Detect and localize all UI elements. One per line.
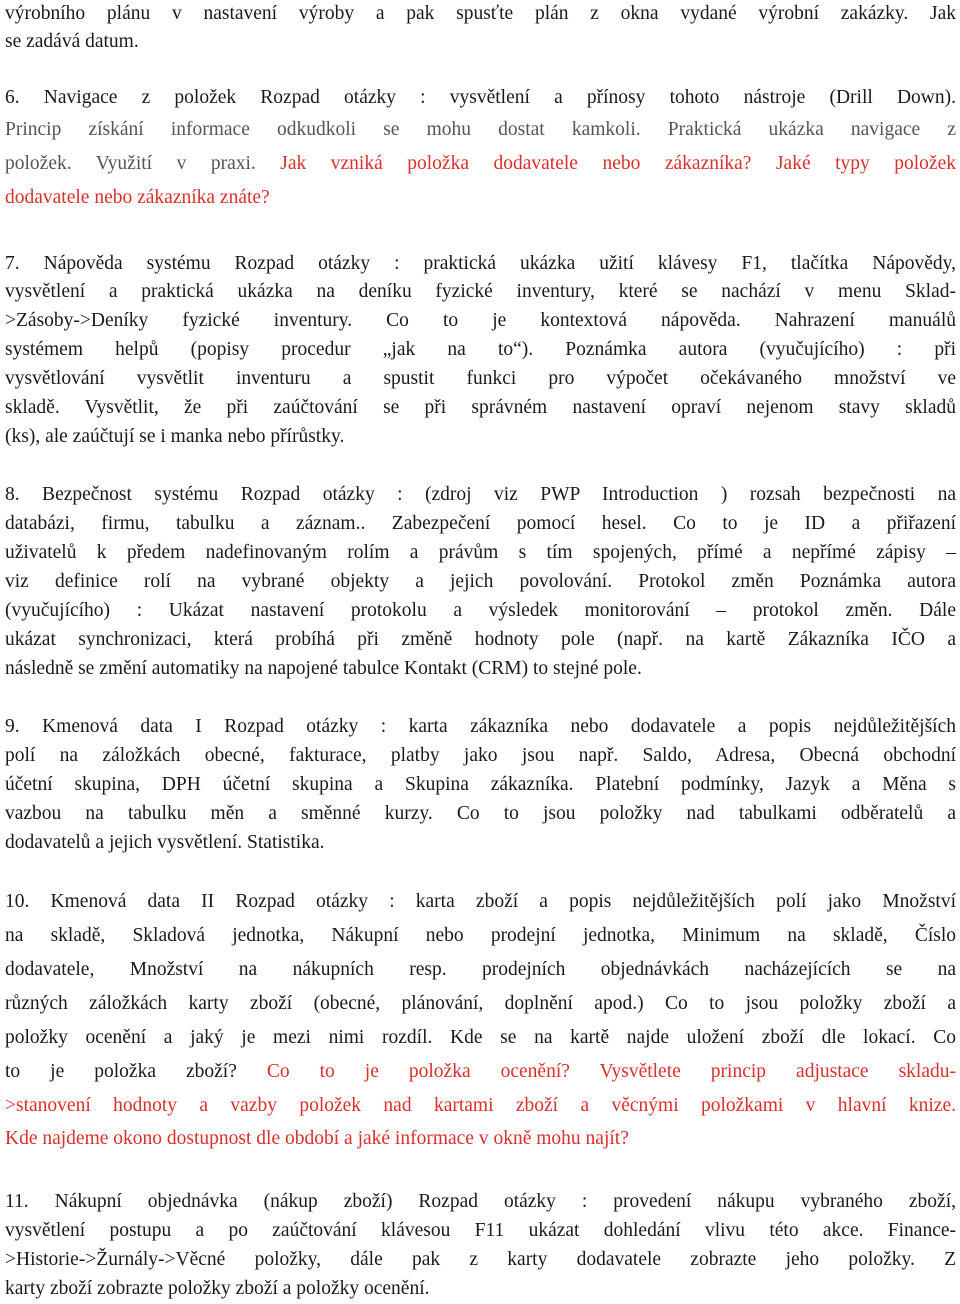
text-line — [5, 657, 642, 681]
text-line — [5, 958, 956, 982]
text-segment: systémem helpů (popisy procedur „jak na to“). Poznámka autora (vyučujícího) : při — [5, 339, 956, 360]
highlighted-question-text: Co to je položka ocenění? Vysvětlete princip adjustace skladu- — [266, 1061, 956, 1082]
text-segment: na skladě, Skladová jednotka, Nákupní nebo prodejní jednotka, Minimum na skladě, Číslo — [5, 925, 956, 946]
text-line — [5, 30, 139, 54]
text-segment: vysvětlení postupu a po zaúčtování klávesou F11 ukázat dohledání vlivu této akce. Finance- — [5, 1220, 956, 1241]
text-segment: to je položka zboží? — [5, 1061, 267, 1082]
text-segment: 6. Navigace z položek Rozpad otázky : vysvětlení a přínosy tohoto nástroje (Drill Down). — [5, 87, 956, 108]
text-line — [5, 1026, 956, 1050]
text-line — [5, 425, 344, 449]
text-line — [5, 1094, 956, 1118]
text-segment: různých záložkách karty zboží (obecné, plánování, doplnění apod.) Co to jsou položky zboží a — [5, 993, 956, 1014]
text-segment: dodavatele, Množství na nákupních resp. prodejních objednávkách nacházejících se na — [5, 959, 956, 980]
text-line — [5, 252, 956, 276]
text-line — [5, 2, 956, 26]
text-line — [5, 773, 956, 797]
highlighted-question-text: Jak vzniká položka dodavatele nebo zákazníka? Jaké typy položek — [280, 153, 956, 174]
text-line — [5, 367, 956, 391]
text-line — [5, 992, 956, 1016]
text-segment: výrobního plánu v nastavení výroby a pak spusťte plán z okna vydané výrobní zakázky. Jak — [5, 3, 956, 24]
text-line — [5, 1277, 430, 1301]
text-segment: vazbou na tabulku měn a směnné kurzy. Co to jsou položky nad tabulkami odběratelů a — [5, 803, 956, 824]
text-line — [5, 483, 956, 507]
text-segment: 11. Nákupní objednávka (nákup zboží) Rozpad otázky : provedení nákupu vybraného zboží, — [5, 1191, 956, 1212]
text-line — [5, 541, 956, 565]
text-line — [5, 512, 956, 536]
text-line — [5, 628, 956, 652]
text-line — [5, 1248, 956, 1272]
highlighted-question-text: dodavatele nebo zákazníka znáte? — [5, 187, 270, 208]
text-line — [5, 309, 956, 333]
text-line — [5, 186, 270, 210]
text-line — [5, 118, 956, 142]
text-segment: 7. Nápověda systému Rozpad otázky : praktická ukázka užití klávesy F1, tlačítka Nápovědy, — [5, 253, 956, 274]
text-segment: ukázat synchronizaci, která probíhá při změně hodnoty pole (např. na kartě Zákazníka IČO a — [5, 629, 956, 650]
text-line — [5, 831, 325, 855]
text-segment: vysvětlování vysvětlit inventuru a spustit funkci pro výpočet očekávaného množství ve — [5, 368, 956, 389]
text-segment: viz definice rolí na vybrané objekty a jejich povolování. Protokol změn Poznámka autora — [5, 571, 956, 592]
text-line — [5, 744, 956, 768]
text-line — [5, 280, 956, 304]
text-line — [5, 152, 956, 176]
text-segment: položky ocenění a jaký je mezi nimi rozdíl. Kde se na kartě najde uložení zboží dle lokací. Co — [5, 1027, 956, 1048]
highlighted-question-text: Kde najdeme okono dostupnost dle období a jaké informace v okně mohu najít? — [5, 1128, 629, 1149]
text-segment: Princip získání informace odkudkoli se mohu dostat kamkoli. — [5, 119, 668, 140]
text-segment: dodavatelů a jejich vysvětlení. Statistika. — [5, 832, 325, 853]
text-line — [5, 802, 956, 826]
text-segment: polí na záložkách obecné, fakturace, platby jako jsou např. Saldo, Adresa, Obecná obchodní — [5, 745, 956, 766]
text-segment: (ks), ale zaúčtují se i manka nebo přírůstky. — [5, 426, 345, 447]
text-line — [5, 1060, 956, 1084]
text-line — [5, 1190, 956, 1214]
text-line — [5, 890, 956, 914]
text-line — [5, 715, 956, 739]
text-line — [5, 570, 956, 594]
text-line — [5, 338, 956, 362]
text-line — [5, 86, 956, 110]
text-segment: následně se změní automatiky na napojené tabulce Kontakt (CRM) to stejné pole. — [5, 658, 642, 679]
text-segment: skladě. Vysvětlit, že při zaúčtování se při správném nastavení opraví nejenom stavy skladů — [5, 397, 956, 418]
highlighted-question-text: >stanovení hodnoty a vazby položek nad kartami zboží a věcnými položkami v hlavní knize. — [5, 1095, 956, 1116]
text-segment: databázi, firmu, tabulku a záznam.. Zabezpečení pomocí hesel. Co to je ID a přiřazení — [5, 513, 956, 534]
text-segment: položek. Využití v praxi. — [5, 153, 281, 174]
text-segment: (vyučujícího) : Ukázat nastavení protokolu a výsledek monitorování – protokol změn. Dále — [5, 600, 956, 621]
text-segment: Praktická ukázka navigace z — [667, 119, 956, 140]
text-line — [5, 599, 956, 623]
text-line — [5, 924, 956, 948]
text-segment: vysvětlení a praktická ukázka na deníku fyzické inventury, které se nachází v menu Sklad- — [5, 281, 956, 302]
text-segment: karty zboží zobrazte položky zboží a položky ocenění. — [5, 1278, 430, 1299]
text-segment: účetní skupina, DPH účetní skupina a Skupina zákazníka. Platební podmínky, Jazyk a Měna s — [5, 774, 956, 795]
text-line — [5, 1127, 629, 1151]
text-segment: uživatelů k předem nadefinovaným rolím a právům s tím spojených, přímé a nepřímé zápisy – — [5, 542, 956, 563]
text-segment: 9. Kmenová data I Rozpad otázky : karta zákazníka nebo dodavatele a popis nejdůležitějších — [5, 716, 956, 737]
text-segment: >Historie->Žurnály->Věcné položky, dále pak z karty dodavatele zobrazte jeho položky. Z — [5, 1249, 956, 1270]
text-segment: se zadává datum. — [5, 31, 139, 52]
text-segment: >Zásoby->Deníky fyzické inventury. Co to je kontextová nápověda. Nahrazení manuálů — [5, 310, 956, 331]
text-segment: 8. Bezpečnost systému Rozpad otázky : (zdroj viz PWP Introduction ) rozsah bezpečnosti na — [5, 484, 956, 505]
text-segment: 10. Kmenová data II Rozpad otázky : karta zboží a popis nejdůležitějších polí jako Množství — [5, 891, 956, 912]
text-line — [5, 396, 956, 420]
text-line — [5, 1219, 956, 1243]
